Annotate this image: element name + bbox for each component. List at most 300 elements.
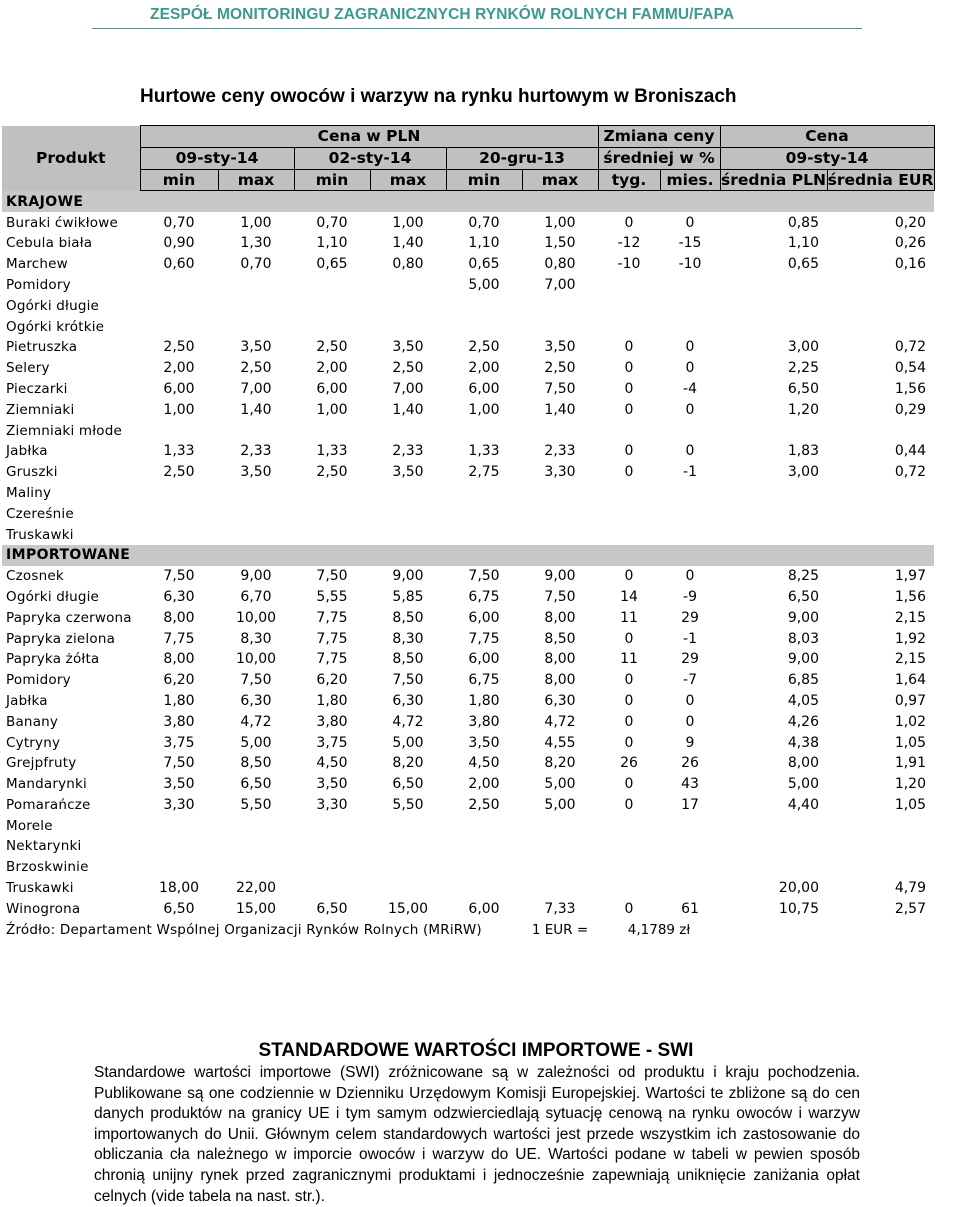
value-cell: 7,50: [163, 568, 195, 585]
value-cell: [446, 836, 522, 857]
value-cell: 1,05: [894, 796, 926, 813]
table-row: [2, 503, 934, 524]
product-name: Morele: [6, 817, 53, 834]
value-cell: 1,40: [392, 235, 424, 252]
value-cell: 2,25: [787, 360, 819, 377]
value-cell: 1,10: [316, 235, 348, 252]
value-cell: [218, 524, 294, 545]
value-cell: -12: [617, 235, 641, 252]
table-row: [2, 836, 934, 857]
product-name: Jabłka: [6, 443, 48, 460]
value-cell: [218, 275, 294, 296]
value-cell: 4,50: [468, 755, 500, 772]
value-cell: 4,38: [787, 734, 819, 751]
value-cell: 8,00: [163, 651, 195, 668]
value-cell: [660, 503, 720, 524]
value-cell: 0,54: [894, 360, 926, 377]
value-cell: 6,00: [468, 651, 500, 668]
value-cell: 0: [624, 630, 634, 647]
table-row: [2, 379, 934, 400]
value-cell: 2,33: [240, 443, 272, 460]
value-cell: 3,50: [316, 776, 348, 793]
value-cell: 3,75: [163, 734, 195, 751]
value-cell: 6,30: [240, 692, 272, 709]
value-cell: [598, 503, 660, 524]
table-row: [2, 399, 934, 420]
value-cell: 0,72: [894, 339, 926, 356]
value-cell: [522, 878, 598, 899]
value-cell: 3,50: [468, 734, 500, 751]
product-name: Truskawki: [6, 526, 74, 543]
value-cell: 4,79: [894, 880, 926, 897]
swi-title: STANDARDOWE WARTOŚCI IMPORTOWE - SWI: [258, 1040, 694, 1061]
value-cell: 1,80: [468, 692, 500, 709]
value-cell: 2,75: [468, 464, 500, 481]
value-cell: 5,00: [392, 734, 424, 751]
value-cell: [598, 316, 660, 337]
value-cell: 0,70: [316, 214, 348, 231]
subheader-cell: min: [294, 169, 370, 191]
product-name: Jabłka: [6, 692, 48, 709]
header-divider: [92, 28, 862, 29]
value-cell: [294, 878, 370, 899]
value-cell: 6,85: [787, 672, 819, 689]
value-cell: 0: [624, 692, 634, 709]
value-cell: 1,00: [468, 401, 500, 418]
value-cell: 7,75: [316, 630, 348, 647]
value-cell: 6,75: [468, 672, 500, 689]
value-cell: 9,00: [240, 568, 272, 585]
section-fill: [140, 545, 934, 566]
product-name: Mandarynki: [6, 776, 87, 793]
value-cell: 8,00: [544, 651, 576, 668]
product-name: Czosnek: [6, 568, 64, 585]
value-cell: 0: [624, 214, 634, 231]
value-cell: 0,65: [787, 256, 819, 273]
value-cell: -9: [683, 588, 697, 605]
value-cell: 29: [681, 609, 699, 626]
table-row: [2, 295, 934, 316]
table-row: [2, 212, 934, 233]
value-cell: 2,00: [316, 360, 348, 377]
value-cell: [370, 857, 446, 878]
value-cell: 1,00: [544, 214, 576, 231]
value-cell: 2,33: [392, 443, 424, 460]
value-cell: 0: [685, 692, 695, 709]
value-cell: 1,33: [316, 443, 348, 460]
value-cell: 0,44: [894, 443, 926, 460]
value-cell: [446, 295, 522, 316]
value-cell: 0,70: [468, 214, 500, 231]
value-cell: [660, 836, 720, 857]
value-cell: 3,80: [163, 713, 195, 730]
value-cell: [446, 524, 522, 545]
swi-description: Standardowe wartości importowe (SWI) zróżnicowane są w zależności od produktu i kraju pochodzenia. Publikowane są one codziennie w Dzienniku Urzędowym Komisji Europejskiej. Wartości te zbliżone są do cen danych produktów na granicy UE i tym samym odzwierciedlają sytuację cenową na rynku owoców i warzyw importowanych do Unii. Głównym celem standardowych wartości jest przede wszystkim ich zastosowanie do obliczania cła należnego w imporcie owoców i warzyw do UE. Wartości podane w tabeli w pewien sposób chronią unijny rynek przed zagranicznymi produktami i jednocześnie zapewniają uniknięcie zaniżania opłat celnych (vide tabela na nast. str.).: [94, 1064, 860, 1205]
table-row: [2, 753, 934, 774]
value-cell: 1,56: [894, 588, 926, 605]
value-cell: [660, 483, 720, 504]
value-cell: 0,80: [544, 256, 576, 273]
value-cell: 0: [685, 568, 695, 585]
value-cell: [827, 483, 934, 504]
value-cell: 8,00: [163, 609, 195, 626]
table-row: [2, 441, 934, 462]
value-cell: 15,00: [235, 900, 277, 917]
value-cell: [598, 815, 660, 836]
value-cell: -15: [678, 235, 702, 252]
value-cell: 4,55: [544, 734, 576, 751]
value-cell: 11: [620, 651, 638, 668]
value-cell: 4,72: [240, 713, 272, 730]
value-cell: [522, 524, 598, 545]
value-cell: [218, 420, 294, 441]
section-label: KRAJOWE: [2, 191, 140, 212]
value-cell: [446, 815, 522, 836]
value-cell: 0: [685, 339, 695, 356]
value-cell: 4,05: [787, 692, 819, 709]
value-cell: 0: [685, 401, 695, 418]
value-cell: [370, 275, 446, 296]
value-cell: 1,40: [392, 401, 424, 418]
value-cell: [370, 836, 446, 857]
value-cell: [720, 420, 827, 441]
value-cell: 3,50: [240, 464, 272, 481]
header-row-dates: [2, 147, 934, 169]
section-label: IMPORTOWANE: [2, 545, 140, 566]
value-cell: [370, 878, 446, 899]
value-cell: 0: [624, 900, 634, 917]
value-cell: 26: [620, 755, 638, 772]
value-cell: 20,00: [778, 880, 819, 897]
value-cell: 17: [681, 796, 699, 813]
price-table: [2, 125, 935, 940]
value-cell: 0: [624, 672, 634, 689]
value-cell: 7,00: [392, 380, 424, 397]
value-cell: 0: [624, 464, 634, 481]
value-cell: 2,50: [240, 360, 272, 377]
value-cell: [827, 275, 934, 296]
value-cell: [370, 524, 446, 545]
table-row: [2, 878, 934, 899]
value-cell: [660, 857, 720, 878]
value-cell: 0: [624, 443, 634, 460]
value-cell: [294, 295, 370, 316]
table-row: [2, 711, 934, 732]
value-cell: 0: [624, 734, 634, 751]
value-cell: 8,50: [544, 630, 576, 647]
exchange-rate-value: 4,1789 zł: [627, 921, 691, 938]
value-cell: 6,50: [392, 776, 424, 793]
value-cell: [720, 836, 827, 857]
value-cell: [294, 420, 370, 441]
organization-header: ZESPÓŁ MONITORINGU ZAGRANICZNYCH RYNKÓW ROLNYCH FAMMU/FAPA: [150, 6, 735, 23]
value-cell: 6,20: [163, 672, 195, 689]
value-cell: 5,00: [240, 734, 272, 751]
value-cell: 1,30: [240, 235, 272, 252]
value-cell: [446, 420, 522, 441]
value-cell: 5,00: [468, 276, 500, 293]
table-row: [2, 420, 934, 441]
value-cell: 3,50: [544, 339, 576, 356]
header-price-pln: Cena w PLN: [140, 126, 598, 148]
product-name: Ziemniaki młode: [6, 422, 123, 439]
value-cell: 1,00: [163, 401, 195, 418]
header-price-date: 09-sty-14: [720, 147, 934, 169]
value-cell: [598, 483, 660, 504]
value-cell: 7,50: [392, 672, 424, 689]
subheader-cell: tyg.: [598, 169, 660, 191]
value-cell: [218, 483, 294, 504]
value-cell: [522, 483, 598, 504]
value-cell: 4,72: [392, 713, 424, 730]
value-cell: [827, 295, 934, 316]
product-name: Papryka zielona: [6, 630, 116, 647]
value-cell: 6,50: [163, 900, 195, 917]
value-cell: 61: [681, 900, 699, 917]
value-cell: 6,75: [468, 588, 500, 605]
table-row: [2, 587, 934, 608]
value-cell: 2,50: [163, 339, 195, 356]
value-cell: 8,25: [787, 568, 819, 585]
value-cell: [446, 316, 522, 337]
value-cell: -10: [617, 256, 641, 273]
value-cell: -4: [683, 380, 697, 397]
product-name: Truskawki: [6, 880, 74, 897]
value-cell: [446, 857, 522, 878]
value-cell: 1,40: [240, 401, 272, 418]
value-cell: 5,85: [392, 588, 424, 605]
value-cell: [827, 316, 934, 337]
value-cell: 1,97: [894, 568, 926, 585]
value-cell: 1,05: [894, 734, 926, 751]
value-cell: 0,65: [316, 256, 348, 273]
value-cell: 7,75: [316, 609, 348, 626]
value-cell: [218, 503, 294, 524]
value-cell: 2,33: [544, 443, 576, 460]
value-cell: 0: [624, 401, 634, 418]
value-cell: 8,30: [240, 630, 272, 647]
value-cell: [294, 815, 370, 836]
value-cell: [827, 857, 934, 878]
value-cell: [827, 836, 934, 857]
value-cell: 1,00: [392, 214, 424, 231]
value-cell: [720, 275, 827, 296]
value-cell: 1,02: [894, 713, 926, 730]
subheader-cell: mies.: [660, 169, 720, 191]
value-cell: 3,50: [163, 776, 195, 793]
value-cell: 7,33: [544, 900, 576, 917]
value-cell: 0,90: [163, 235, 195, 252]
value-cell: [218, 316, 294, 337]
value-cell: 7,50: [544, 588, 576, 605]
value-cell: 1,33: [468, 443, 500, 460]
value-cell: [294, 857, 370, 878]
value-cell: [660, 815, 720, 836]
value-cell: [522, 316, 598, 337]
value-cell: 3,80: [468, 713, 500, 730]
value-cell: [140, 836, 218, 857]
value-cell: 8,50: [392, 651, 424, 668]
value-cell: 9,00: [787, 651, 819, 668]
value-cell: [446, 878, 522, 899]
source-text: Źródło: Departament Wspólnej Organizacji Rynków Rolnych (MRiRW): [6, 921, 482, 938]
value-cell: 0,85: [787, 214, 819, 231]
value-cell: 6,50: [316, 900, 348, 917]
value-cell: 6,70: [240, 588, 272, 605]
value-cell: 2,50: [468, 796, 500, 813]
value-cell: 26: [681, 755, 699, 772]
value-cell: [720, 857, 827, 878]
value-cell: 0,26: [894, 235, 926, 252]
value-cell: 7,50: [316, 568, 348, 585]
value-cell: [140, 483, 218, 504]
value-cell: 0: [624, 380, 634, 397]
value-cell: 5,00: [787, 776, 819, 793]
value-cell: 2,50: [544, 360, 576, 377]
value-cell: -1: [683, 630, 697, 647]
value-cell: 5,50: [392, 796, 424, 813]
value-cell: 1,00: [240, 214, 272, 231]
value-cell: 8,20: [544, 755, 576, 772]
header-blank-sub: [2, 169, 140, 191]
value-cell: [720, 483, 827, 504]
table-row: [2, 774, 934, 795]
value-cell: 3,30: [544, 464, 576, 481]
value-cell: 0,20: [894, 214, 926, 231]
header-avg-change-sub: średniej w %: [598, 147, 720, 169]
table-row: [2, 337, 934, 358]
product-name: Papryka czerwona: [6, 609, 132, 626]
product-name: Papryka żółta: [6, 651, 100, 668]
value-cell: 5,55: [316, 588, 348, 605]
value-cell: [827, 503, 934, 524]
value-cell: 1,10: [468, 235, 500, 252]
value-cell: [827, 420, 934, 441]
product-name: Buraki ćwikłowe: [6, 214, 118, 231]
value-cell: [720, 503, 827, 524]
value-cell: 6,00: [468, 609, 500, 626]
value-cell: 6,50: [787, 588, 819, 605]
header-date-3: 20-gru-13: [446, 147, 598, 169]
value-cell: [720, 295, 827, 316]
value-cell: [294, 275, 370, 296]
value-cell: [370, 295, 446, 316]
value-cell: 0: [624, 568, 634, 585]
product-name: Marchew: [6, 256, 68, 273]
value-cell: 0: [685, 443, 695, 460]
subheader-cell: min: [446, 169, 522, 191]
value-cell: [660, 878, 720, 899]
value-cell: 6,00: [468, 900, 500, 917]
value-cell: 10,75: [778, 900, 819, 917]
value-cell: 1,91: [894, 755, 926, 772]
value-cell: [446, 503, 522, 524]
value-cell: 43: [681, 776, 699, 793]
value-cell: 8,00: [544, 609, 576, 626]
value-cell: 6,00: [316, 380, 348, 397]
value-cell: 7,50: [163, 755, 195, 772]
value-cell: 0: [685, 360, 695, 377]
document-title: Hurtowe ceny owoców i warzyw na rynku hurtowym w Broniszach: [140, 86, 737, 107]
value-cell: [598, 857, 660, 878]
header-price: Cena: [720, 126, 934, 148]
product-name: Ogórki długie: [6, 297, 100, 314]
value-cell: 0: [624, 339, 634, 356]
value-cell: 10,00: [235, 609, 277, 626]
product-name: Brzoskwinie: [6, 859, 89, 876]
value-cell: 9: [685, 734, 695, 751]
product-name: Pomidory: [6, 276, 71, 293]
value-cell: 1,10: [787, 235, 819, 252]
value-cell: [294, 836, 370, 857]
value-cell: 1,64: [894, 672, 926, 689]
table-row: [2, 566, 934, 587]
table-row: [2, 670, 934, 691]
value-cell: 6,30: [544, 692, 576, 709]
table-row: [2, 358, 934, 379]
value-cell: 7,50: [468, 568, 500, 585]
section-fill: [140, 191, 934, 212]
value-cell: 7,75: [316, 651, 348, 668]
value-cell: [140, 815, 218, 836]
value-cell: 22,00: [235, 880, 277, 897]
value-cell: [827, 815, 934, 836]
value-cell: 8,03: [787, 630, 819, 647]
value-cell: 18,00: [158, 880, 200, 897]
value-cell: [720, 815, 827, 836]
value-cell: [370, 483, 446, 504]
value-cell: 1,20: [787, 401, 819, 418]
value-cell: [370, 316, 446, 337]
value-cell: [370, 420, 446, 441]
value-cell: -7: [683, 672, 697, 689]
value-cell: 1,20: [894, 776, 926, 793]
value-cell: [218, 815, 294, 836]
table-row: [2, 898, 934, 919]
value-cell: [522, 295, 598, 316]
value-cell: [660, 275, 720, 296]
value-cell: 9,00: [787, 609, 819, 626]
table-row: [2, 233, 934, 254]
value-cell: [522, 420, 598, 441]
value-cell: [140, 503, 218, 524]
section-row: [2, 191, 934, 212]
value-cell: 0,72: [894, 464, 926, 481]
table-row: [2, 795, 934, 816]
value-cell: 6,50: [787, 380, 819, 397]
value-cell: [140, 295, 218, 316]
value-cell: [598, 524, 660, 545]
value-cell: 2,57: [894, 900, 926, 917]
value-cell: [522, 857, 598, 878]
value-cell: [598, 420, 660, 441]
section-row: [2, 545, 934, 566]
value-cell: [522, 836, 598, 857]
value-cell: 9,00: [392, 568, 424, 585]
value-cell: 5,00: [544, 796, 576, 813]
value-cell: -10: [678, 256, 702, 273]
value-cell: 3,50: [392, 339, 424, 356]
value-cell: 4,26: [787, 713, 819, 730]
value-cell: 1,83: [787, 443, 819, 460]
value-cell: 0,97: [894, 692, 926, 709]
value-cell: 5,00: [544, 776, 576, 793]
value-cell: 11: [620, 609, 638, 626]
product-name: Nektarynki: [6, 838, 82, 855]
value-cell: [827, 524, 934, 545]
value-cell: 2,50: [316, 339, 348, 356]
value-cell: 8,00: [544, 672, 576, 689]
